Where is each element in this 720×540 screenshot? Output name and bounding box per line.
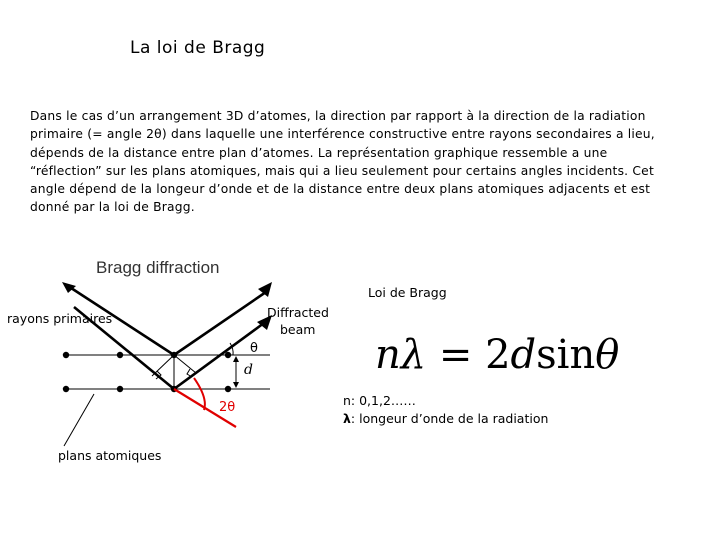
theta-label: θ xyxy=(250,341,258,356)
two-theta-label: 2θ xyxy=(219,400,236,415)
primary-rays-label: rayons primaires xyxy=(7,311,113,326)
path-diff-left xyxy=(152,355,174,376)
bragg-formula xyxy=(375,332,619,378)
legend-lambda-text: : longeur d’onde de la radiation xyxy=(350,411,549,426)
planes-pointer xyxy=(64,394,94,446)
formula-theta: θ xyxy=(595,332,620,378)
legend-n: n: 0,1,2…… xyxy=(343,393,416,408)
formula-equals: = 2 xyxy=(426,332,511,378)
diagram-title: Bragg diffraction xyxy=(96,258,220,277)
diffracted-beam-label-2: beam xyxy=(280,322,316,337)
formula-sin: sin xyxy=(536,332,596,378)
path-diff-right xyxy=(174,355,196,373)
bragg-law-heading: Loi de Bragg xyxy=(368,285,447,300)
formula-lambda: λ xyxy=(400,332,427,378)
formula-d: d xyxy=(510,332,537,378)
diffracted-beam-label-1: Diffracted xyxy=(267,305,329,320)
atomic-planes-label: plans atomiques xyxy=(58,448,162,463)
legend-lambda-symbol: λ xyxy=(343,411,351,426)
diffracted-beam-2 xyxy=(174,323,264,389)
d-arrow-top xyxy=(233,356,239,362)
intro-paragraph: Dans le cas d’un arrangement 3D d’atomes, la direction par rapport à la direction de la radiation primaire (= angle 2θ) dans laquelle une interférence constructive entre rayons secondaires a lieu, dépends de la distance entre plan d’atomes. La représentation graphique ressemble a une “réflection” sur les plans atomiques, mais qui a lieu seulement pour certains angles incidents. Cet angle dépend de la longeur d’onde et de la distance entre deux plans atomiques adjacents et est donné par la loi de Bragg. xyxy=(30,109,655,215)
page-title: La loi de Bragg xyxy=(130,38,266,58)
legend-lambda xyxy=(343,410,548,428)
d-label: d xyxy=(244,362,253,378)
formula-n: n xyxy=(375,332,401,378)
formula-legend xyxy=(343,392,548,428)
d-arrow-bottom xyxy=(233,382,239,388)
